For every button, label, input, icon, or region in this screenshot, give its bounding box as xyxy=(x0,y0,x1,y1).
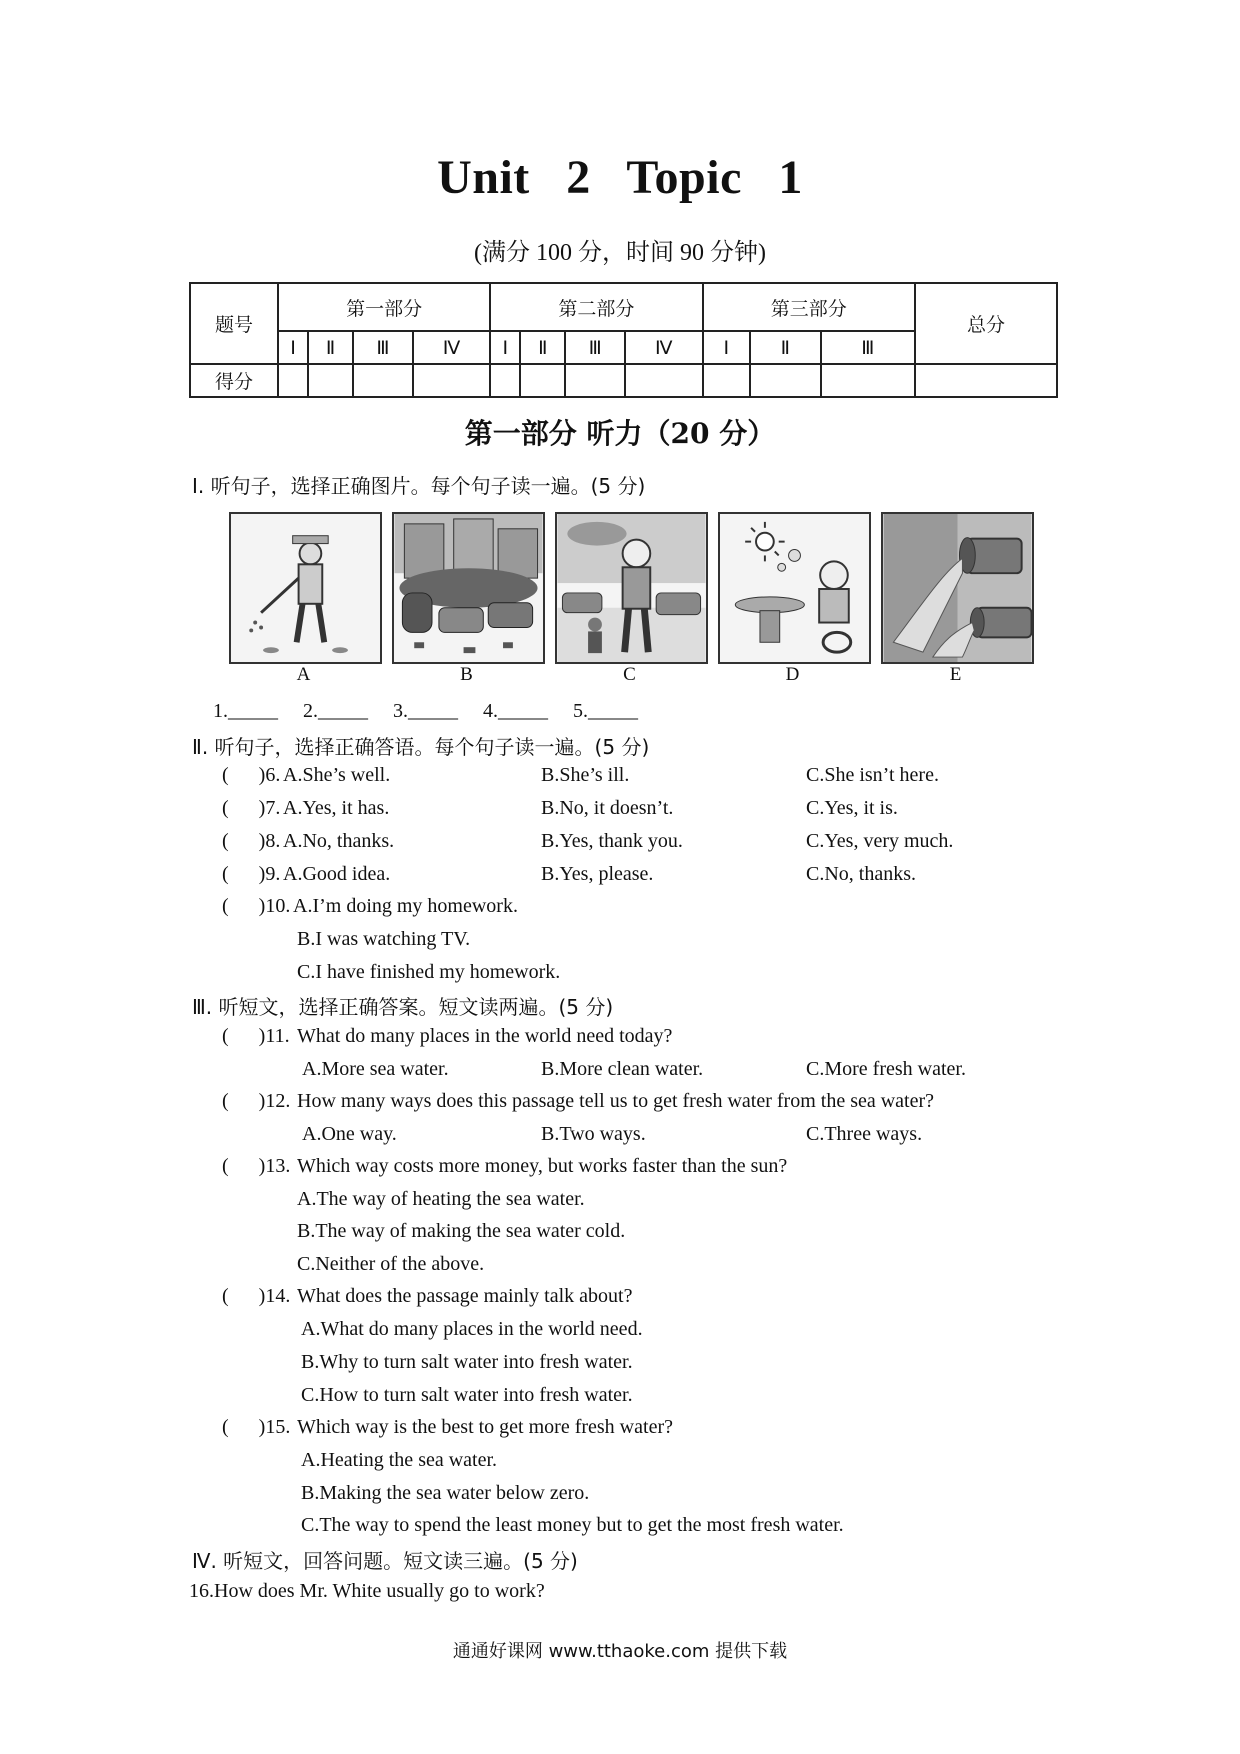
q13-option-b: B.The way of making the sea water cold. xyxy=(297,1220,626,1242)
q11-option-a: A.More sea water. xyxy=(302,1058,449,1080)
q12-question: How many ways does this passage tell us to get fresh water from the sea water? xyxy=(297,1090,935,1112)
picture-label-e: E xyxy=(949,664,962,685)
score-cell xyxy=(353,364,413,397)
page-title: Unit 2 Topic 1 xyxy=(437,151,803,204)
part3-instruction: Ⅲ. 听短文，选择正确答案。短文读两遍。(5 分) xyxy=(192,995,614,1019)
part1-answer-blanks: 1._____ 2._____ 3._____ 4._____ 5._____ xyxy=(213,700,638,722)
score-col: Ⅲ xyxy=(565,331,625,364)
score-cell xyxy=(490,364,520,397)
score-col: Ⅰ xyxy=(278,331,308,364)
q6-number: ( )6. xyxy=(222,764,281,786)
q15-option-b: B.Making the sea water below zero. xyxy=(301,1482,590,1504)
score-cell xyxy=(520,364,565,397)
picture-label-d: D xyxy=(785,664,800,685)
picture-label-a: A xyxy=(296,664,311,685)
q16-question: 16.How does Mr. White usually go to work? xyxy=(189,1580,545,1602)
score-col: Ⅲ xyxy=(353,331,413,364)
score-table xyxy=(189,282,1058,398)
q10-option-c: C.I have finished my homework. xyxy=(297,961,561,983)
q11-number: ( )11. xyxy=(222,1025,290,1047)
page-footer: 通通好课网 www.tthaoke.com 提供下载 xyxy=(452,1641,788,1662)
q11-question: What do many places in the world need today? xyxy=(297,1025,673,1047)
score-cell xyxy=(625,364,702,397)
section1-heading: 第一部分 听力（20 分） xyxy=(464,417,776,450)
q7-option-b: B.No, it doesn’t. xyxy=(541,797,674,819)
q11-option-c: C.More fresh water. xyxy=(806,1058,966,1080)
q13-number: ( )13. xyxy=(222,1155,291,1177)
score-col: Ⅱ xyxy=(750,331,821,364)
score-cell xyxy=(915,364,1057,397)
q15-number: ( )15. xyxy=(222,1416,291,1438)
q14-question: What does the passage mainly talk about? xyxy=(297,1285,633,1307)
person-spraying-icon xyxy=(229,512,382,664)
q14-option-c: C.How to turn salt water into fresh water. xyxy=(301,1384,633,1406)
q10-option-a: A.I’m doing my homework. xyxy=(293,895,518,917)
score-table-part2: 第二部分 xyxy=(490,283,702,331)
q12-option-c: C.Three ways. xyxy=(806,1123,923,1145)
q12-option-b: B.Two ways. xyxy=(541,1123,646,1145)
q8-number: ( )8. xyxy=(222,830,281,852)
q15-option-a: A.Heating the sea water. xyxy=(301,1449,498,1471)
q6-option-b: B.She’s ill. xyxy=(541,764,630,786)
page-subtitle: (满分 100 分，时间 90 分钟) xyxy=(474,240,766,266)
q9-option-b: B.Yes, please. xyxy=(541,863,654,885)
q7-option-c: C.Yes, it is. xyxy=(806,797,898,819)
q7-number: ( )7. xyxy=(222,797,281,819)
score-col: Ⅰ xyxy=(490,331,520,364)
q6-option-c: C.She isn’t here. xyxy=(806,764,939,786)
score-col: Ⅳ xyxy=(413,331,490,364)
score-col: Ⅲ xyxy=(821,331,915,364)
q15-option-c: C.The way to spend the least money but to get the most fresh water. xyxy=(301,1514,844,1536)
q8-option-b: B.Yes, thank you. xyxy=(541,830,683,852)
q8-option-c: C.Yes, very much. xyxy=(806,830,954,852)
picture-label-c: C xyxy=(623,664,636,685)
score-cell xyxy=(703,364,750,397)
part1-instruction: Ⅰ. 听句子，选择正确图片。每个句子读一遍。(5 分) xyxy=(192,474,646,498)
picture-label-b: B xyxy=(460,664,473,685)
q14-option-b: B.Why to turn salt water into fresh water. xyxy=(301,1351,633,1373)
q10-option-b: B.I was watching TV. xyxy=(297,928,471,950)
q11-option-b: B.More clean water. xyxy=(541,1058,704,1080)
q10-number: ( )10. xyxy=(222,895,291,917)
q15-question: Which way is the best to get more fresh water? xyxy=(297,1416,673,1438)
part2-instruction: Ⅱ. 听句子，选择正确答语。每个句子读一遍。(5 分) xyxy=(192,735,650,759)
score-table-part1: 第一部分 xyxy=(278,283,490,331)
noisy-street-icon xyxy=(555,512,708,664)
score-col: Ⅳ xyxy=(625,331,702,364)
pipe-waste-water-icon xyxy=(881,512,1034,664)
part4-instruction: Ⅳ. 听短文，回答问题。短文读三遍。(5 分) xyxy=(192,1549,578,1573)
score-table-score-label: 得分 xyxy=(190,364,278,397)
sun-reading-icon xyxy=(718,512,871,664)
score-cell xyxy=(750,364,821,397)
score-col: Ⅱ xyxy=(308,331,353,364)
score-cell xyxy=(308,364,353,397)
score-col: Ⅱ xyxy=(520,331,565,364)
score-table-part3: 第三部分 xyxy=(703,283,915,331)
score-cell xyxy=(565,364,625,397)
q9-option-a: A.Good idea. xyxy=(283,863,391,885)
score-col: Ⅰ xyxy=(703,331,750,364)
score-cell xyxy=(278,364,308,397)
q13-question: Which way costs more money, but works faster than the sun? xyxy=(297,1155,788,1177)
q14-number: ( )14. xyxy=(222,1285,291,1307)
score-table-total: 总分 xyxy=(915,283,1057,364)
q13-option-c: C.Neither of the above. xyxy=(297,1253,485,1275)
q6-option-a: A.She’s well. xyxy=(283,764,391,786)
q7-option-a: A.Yes, it has. xyxy=(283,797,390,819)
q8-option-a: A.No, thanks. xyxy=(283,830,395,852)
q14-option-a: A.What do many places in the world need. xyxy=(301,1318,643,1340)
score-cell xyxy=(413,364,490,397)
score-table-header-label: 题号 xyxy=(190,283,278,364)
q12-number: ( )12. xyxy=(222,1090,291,1112)
q12-option-a: A.One way. xyxy=(302,1123,397,1145)
q9-number: ( )9. xyxy=(222,863,281,885)
score-cell xyxy=(821,364,915,397)
q13-option-a: A.The way of heating the sea water. xyxy=(297,1188,585,1210)
city-pollution-icon xyxy=(392,512,545,664)
q9-option-c: C.No, thanks. xyxy=(806,863,916,885)
